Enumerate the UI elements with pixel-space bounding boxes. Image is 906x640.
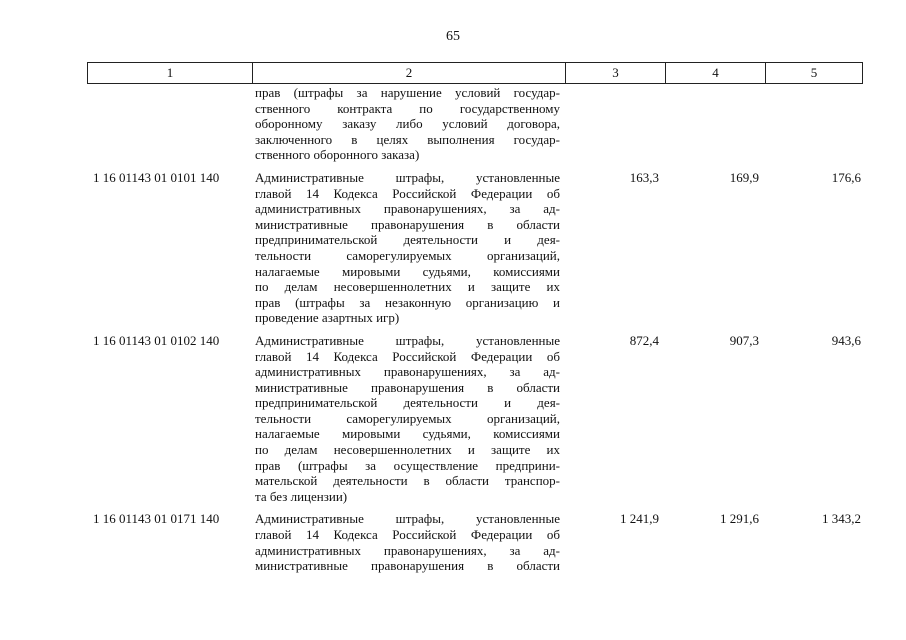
description-line: налагаемые мировыми судьями, комиссиями — [255, 426, 560, 442]
description-line: главой 14 Кодекса Российской Федерации об — [255, 185, 560, 201]
table-body — [87, 85, 863, 581]
description-line: тельности саморегулируемых организаций, — [255, 410, 560, 426]
budget-code: 1 16 01143 01 0102 140 — [93, 332, 220, 348]
description-line: по делам несовершеннолетних и защите их — [255, 279, 560, 295]
value-year-3: 1 343,2 — [822, 511, 861, 527]
description-line: оборонному заказу либо условий договора, — [255, 116, 560, 132]
value-year-2 — [665, 85, 765, 163]
description-line: предпринимательской деятельности и дея- — [255, 395, 560, 411]
column-header-1: 1 — [88, 63, 253, 83]
description-line: главой 14 Кодекса Российской Федерации об — [255, 527, 560, 543]
table-header — [87, 62, 863, 84]
description-line: проведение азартных игр) — [255, 310, 400, 326]
column-header-3: 3 — [566, 63, 666, 83]
description-line: прав (штрафы за нарушение условий государ- — [255, 85, 560, 100]
table-row — [87, 85, 863, 163]
description-line: та без лицензии) — [255, 488, 348, 504]
description-line: министративные правонарушения в области — [255, 379, 560, 395]
budget-code: 1 16 01143 01 0101 140 — [93, 169, 220, 185]
value-year-1: 163,3 — [629, 169, 659, 185]
value-year-1 — [565, 85, 665, 163]
column-header-2: 2 — [253, 63, 566, 83]
description-line: предпринимательской деятельности и дея- — [255, 232, 560, 248]
description-line: мательской деятельности в области транспор- — [255, 473, 560, 489]
column-header-5: 5 — [810, 65, 818, 80]
budget-code — [87, 85, 252, 163]
description-line: по делам несовершеннолетних и защите их — [255, 442, 560, 458]
value-year-3 — [765, 85, 863, 163]
value-year-1: 1 241,9 — [620, 511, 659, 527]
table-row — [87, 511, 863, 573]
description-line: административных правонарушениях, за ад- — [255, 201, 560, 217]
table-row — [87, 170, 863, 326]
value-year-3: 176,6 — [831, 169, 861, 185]
description-line: министративные правонарушения в области — [255, 216, 560, 232]
revenue-description — [252, 170, 565, 326]
revenue-description — [252, 85, 565, 163]
budget-code: 1 16 01143 01 0171 140 — [93, 511, 220, 527]
value-year-2: 907,3 — [729, 332, 759, 348]
description-line: тельности саморегулируемых организаций, — [255, 247, 560, 263]
description-line: административных правонарушениях, за ад- — [255, 364, 560, 380]
description-line: министративные правонарушения в области — [255, 558, 560, 574]
value-year-2: 169,9 — [729, 169, 759, 185]
value-year-1: 872,4 — [629, 332, 659, 348]
description-line: Административные штрафы, установленные — [255, 511, 560, 527]
revenue-description — [252, 333, 565, 505]
description-line: административных правонарушениях, за ад- — [255, 542, 560, 558]
page-number: 65 — [446, 29, 460, 44]
value-year-3: 943,6 — [831, 332, 861, 348]
description-line: прав (штрафы за осуществление предприни- — [255, 457, 560, 473]
description-line: прав (штрафы за незаконную организацию и — [255, 294, 560, 310]
description-line: заключенного в целях выполнения государ- — [255, 131, 560, 147]
description-line: ственного оборонного заказа) — [255, 147, 420, 163]
value-year-2: 1 291,6 — [720, 511, 759, 527]
description-line: Административные штрафы, установленные — [255, 169, 560, 185]
table-row — [87, 333, 863, 505]
description-line: ственного контракта по государственному — [255, 100, 560, 116]
description-line: налагаемые мировыми судьями, комиссиями — [255, 263, 560, 279]
description-line: Административные штрафы, установленные — [255, 332, 560, 348]
column-header-4: 4 — [666, 63, 766, 83]
description-line: главой 14 Кодекса Российской Федерации об — [255, 348, 560, 364]
revenue-description — [252, 511, 565, 573]
